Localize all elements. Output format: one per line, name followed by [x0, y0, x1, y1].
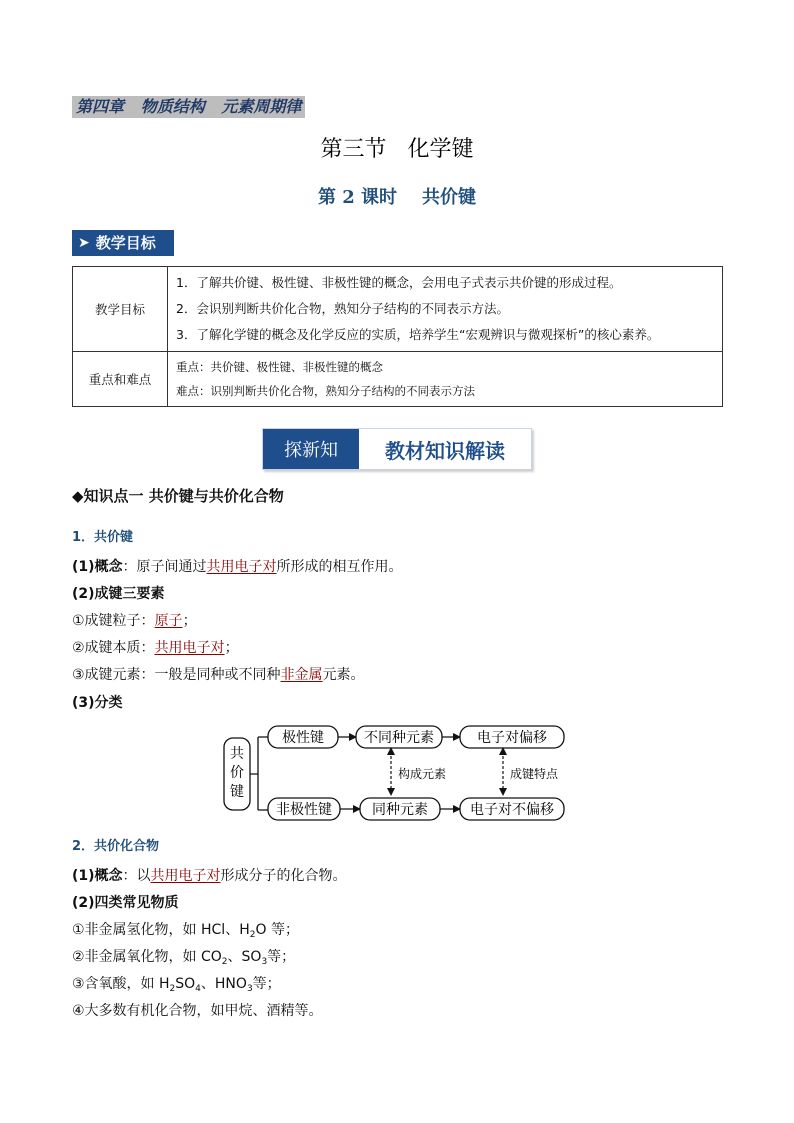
underlined-term: 共用电子对: [150, 868, 221, 884]
text-run: 元素。: [322, 667, 365, 683]
text-run: 、HNO: [200, 976, 247, 992]
subsection-heading-covalent-bond: 1．共价键: [72, 530, 134, 545]
covalent-compound-concept: [72, 866, 347, 886]
goal-line: 3．了解化学键的概念及化学反应的实质，培养学生“宏观辨识与微观探析”的核心素养。: [176, 327, 660, 342]
subscript: 4: [195, 984, 201, 994]
text-run: 形成分子的化合物。: [220, 868, 347, 884]
arrow-icon: ➤: [78, 235, 90, 251]
teaching-goals-tag-label: 教学目标: [95, 234, 156, 252]
text-run: O 等；: [255, 922, 299, 938]
electron-pair-not-shifted-label: 电子对不偏移: [470, 802, 554, 818]
underlined-term: 非金属: [280, 667, 323, 683]
text-run: 、SO: [227, 949, 262, 965]
substance-type-4: ④大多数有机化合物，如甲烷、酒精等。: [72, 1003, 323, 1019]
banner-left-label: 探新知: [263, 429, 359, 469]
text-run: ：原子间通过: [122, 559, 207, 575]
subscript: 2: [169, 984, 176, 994]
text-run: ①非金属氢化物，如 HCl、H: [72, 922, 250, 938]
subscript: 2: [249, 930, 256, 940]
text-run: 所形成的相互作用。: [276, 559, 403, 575]
heading-text: (2)成键三要素: [72, 586, 165, 602]
nonpolar-bond-label: 非极性键: [276, 802, 332, 818]
banner-right-label: 教材知识解读: [359, 429, 531, 469]
goal-line: 1．了解共价键、极性键、非极性键的概念，会用电子式表示共价键的形成过程。: [176, 275, 622, 290]
underlined-term: 共用电子对: [206, 559, 277, 575]
different-elements-label: 不同种元素: [364, 730, 434, 746]
underlined-term: 原子: [154, 613, 183, 629]
heading-text: (3)分类: [72, 695, 123, 711]
root-char: 共: [230, 746, 244, 762]
polar-bond-label: 极性键: [282, 730, 324, 746]
chapter-heading: 第四章 物质结构 元素周期律: [72, 96, 305, 118]
bracket-lines: [250, 737, 268, 810]
text-run: SO: [175, 976, 196, 992]
goals-row-label: 教学目标: [73, 267, 168, 352]
keypoints-row-label: 重点和难点: [73, 352, 168, 407]
root-char: 键: [230, 784, 244, 800]
text-run: ③成键元素：一般是同种或不同种: [72, 667, 281, 683]
bonding-features-label: 成键特点: [510, 767, 559, 781]
text-run: ；: [182, 613, 197, 629]
text-run: 等；: [252, 976, 281, 992]
keypoint-line: 难点：识别判断共价化合物，熟知分子结构的不同表示方法: [176, 384, 475, 398]
substance-type-1: [72, 920, 299, 945]
text-run: ②成键本质：: [72, 640, 155, 656]
electron-pair-shifted-label: 电子对偏移: [477, 730, 547, 746]
heading-text: (2)四类常见物质: [72, 895, 179, 911]
subscript: 3: [246, 984, 253, 994]
text-run: 等；: [267, 949, 296, 965]
text-run: ①成键粒子：: [72, 613, 155, 629]
text-run: ：以: [122, 868, 151, 884]
text-run: ②非金属氧化物，如 CO: [72, 949, 222, 965]
concept-label: (1)概念: [72, 559, 123, 575]
underlined-term: 共用电子对: [154, 640, 225, 656]
knowledge-point-title: ◆知识点一 共价键与共价化合物: [72, 487, 284, 505]
substance-type-3: [72, 974, 281, 999]
same-elements-label: 同种元素: [372, 802, 428, 818]
subsection-heading-covalent-compound: 2．共价化合物: [72, 839, 160, 854]
goal-line: 2．会识别判断共价化合物，熟知分子结构的不同表示方法。: [176, 301, 509, 316]
section-title: 第三节 化学键: [320, 137, 474, 162]
lesson-title: 第 2 课时 共价键: [317, 187, 477, 208]
subscript: 3: [261, 957, 268, 967]
keypoint-line: 重点：共价键、极性键、非极性键的概念: [176, 360, 383, 374]
substance-type-2: [72, 947, 295, 972]
subscript: 2: [221, 957, 228, 967]
concept-label: (1)概念: [72, 868, 123, 884]
root-char: 价: [230, 765, 244, 781]
text-run: ③含氧酸，如 H: [72, 976, 170, 992]
text-run: ；: [224, 640, 239, 656]
constituent-elements-label: 构成元素: [398, 767, 447, 781]
common-substances-heading: [72, 893, 179, 913]
